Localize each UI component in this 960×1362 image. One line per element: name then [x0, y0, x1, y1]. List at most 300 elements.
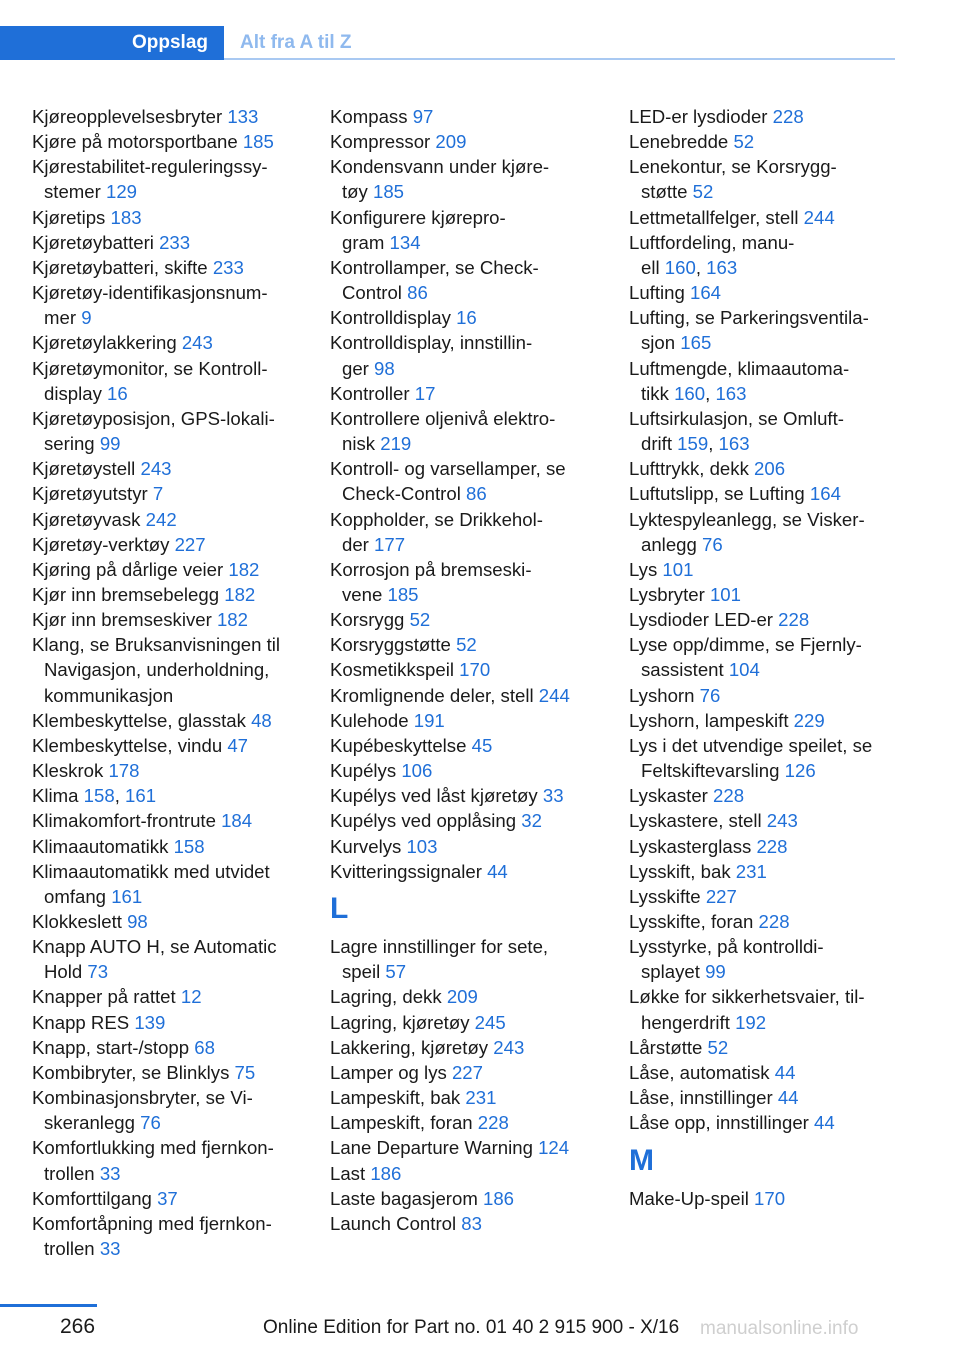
- entry-text: Kondensvann under kjøre-: [330, 156, 550, 178]
- entry-text: Kompass: [330, 106, 413, 127]
- page-link[interactable]: 139: [134, 1011, 166, 1033]
- index-entry: [330, 984, 608, 1009]
- page-link[interactable]: 52: [692, 181, 714, 203]
- page-link[interactable]: 228: [778, 609, 810, 631]
- index-entry: [629, 1085, 904, 1110]
- chapter-tab-bar: [0, 26, 895, 62]
- entry-text: Låse, innstillinger: [629, 1087, 778, 1109]
- index-entry: [330, 456, 608, 506]
- index-entry: [330, 1035, 608, 1060]
- index-entry: [330, 1110, 608, 1135]
- index-entry: [32, 205, 310, 230]
- page-link[interactable]: 170: [754, 1187, 786, 1209]
- page-link[interactable]: 9: [81, 307, 92, 329]
- page-link[interactable]: 164: [809, 483, 841, 505]
- entry-text: LED-er lysdioder: [629, 106, 773, 127]
- index-entry: [32, 834, 310, 859]
- entry-text: skeranlegg: [44, 1112, 141, 1134]
- entry-text: Kombibryter, se Blinklys: [32, 1061, 235, 1083]
- page-link[interactable]: 33: [99, 1238, 121, 1260]
- entry-text: Klimaautomatikk med utvidet: [32, 860, 270, 882]
- page-link[interactable]: 44: [487, 860, 508, 882]
- page-link[interactable]: 227: [705, 885, 737, 907]
- page-link[interactable]: 45: [471, 734, 493, 756]
- entry-text: Lyshorn, lampeskift: [629, 709, 794, 731]
- entry-text: Kjøretips: [32, 206, 111, 228]
- entry-text: Klokkeslett: [32, 911, 128, 932]
- entry-text: Lane Departure Warning: [330, 1137, 539, 1159]
- page-link[interactable]: 57: [385, 961, 407, 983]
- index-entry: [32, 1211, 310, 1261]
- index-entry: [629, 104, 904, 129]
- index-entry: [32, 129, 310, 154]
- entry-text: Knapp RES: [32, 1011, 135, 1033]
- page-link[interactable]: 133: [227, 106, 259, 127]
- page-link[interactable]: 243: [766, 810, 798, 832]
- index-entry: [330, 381, 608, 406]
- entry-text: Komfortlukking med fjernkon-: [32, 1137, 274, 1159]
- index-entry: [32, 456, 310, 481]
- page-link[interactable]: 165: [680, 332, 712, 354]
- index-entry: [330, 129, 608, 154]
- index-entry: [629, 1035, 904, 1060]
- entry-text: Feltskiftevarsling: [641, 760, 785, 782]
- section-letter: M: [629, 1143, 654, 1177]
- index-entry: [629, 733, 904, 783]
- index-entry: [330, 683, 608, 708]
- index-entry: [32, 1135, 310, 1185]
- entry-text: ell: [641, 256, 665, 278]
- index-entry: [32, 607, 310, 632]
- page-link[interactable]: 164: [690, 282, 722, 304]
- entry-text: sjon: [641, 332, 681, 354]
- entry-text: Knapp AUTO H, se Automatic: [32, 936, 277, 958]
- index-entry: [629, 783, 904, 808]
- entry-text: Kosmetikkspeil: [330, 659, 460, 681]
- entry-text: Lys: [629, 558, 663, 580]
- index-entry: [330, 1186, 608, 1211]
- page-link[interactable]: 99: [99, 433, 121, 455]
- entry-text: Lysskift, bak: [629, 860, 736, 882]
- page-link[interactable]: 233: [212, 256, 244, 278]
- index-entry: [330, 305, 608, 330]
- entry-text: Kupébeskyttelse: [330, 734, 472, 756]
- page-link[interactable]: 47: [227, 734, 249, 756]
- entry-text: Korrosjon på bremseski-: [330, 558, 532, 580]
- page-link[interactable]: 86: [466, 483, 487, 505]
- index-entry: [629, 305, 904, 355]
- page-link[interactable]: 37: [157, 1187, 178, 1209]
- page-link[interactable]: 206: [754, 458, 786, 480]
- entry-text: Last: [330, 1162, 371, 1184]
- page-link[interactable]: 106: [401, 760, 433, 782]
- page-link[interactable]: 231: [465, 1087, 497, 1109]
- tab-alt-fra-a-til-z[interactable]: Alt fra A til Z: [240, 32, 352, 53]
- index-entry: [629, 859, 904, 884]
- index-entry: [32, 255, 310, 280]
- page-link[interactable]: 243: [493, 1036, 525, 1058]
- entry-text: hengerdrift: [641, 1011, 736, 1033]
- page-link[interactable]: 227: [174, 533, 206, 555]
- entry-text: Korsryggstøtte: [330, 634, 457, 656]
- page-link[interactable]: 228: [772, 106, 804, 127]
- entry-text: Navigasjon, underholdning,: [44, 659, 270, 681]
- page-link[interactable]: 103: [406, 835, 438, 857]
- page-link[interactable]: 16: [107, 382, 128, 404]
- index-entry: [629, 1060, 904, 1085]
- entry-text: omfang: [44, 885, 112, 907]
- page-link[interactable]: 158: [83, 785, 115, 807]
- index-entry: [32, 758, 310, 783]
- edition-note: Online Edition for Part no. 01 40 2 915 900 - X/16: [263, 1317, 680, 1338]
- index-entry: [330, 859, 608, 884]
- entry-text: Control: [342, 282, 408, 304]
- page-link[interactable]: 52: [456, 634, 477, 656]
- index-entry: [32, 909, 310, 934]
- page-link[interactable]: 99: [705, 961, 726, 983]
- page-link[interactable]: 124: [538, 1137, 570, 1159]
- index-entry: [32, 1035, 310, 1060]
- index-entry: [330, 783, 608, 808]
- index-entry: [629, 406, 904, 456]
- index-entry: [330, 632, 608, 657]
- entry-text: Kombinasjonsbryter, se Vi-: [32, 1087, 253, 1109]
- index-entry: [32, 733, 310, 758]
- page-link[interactable]: 186: [370, 1162, 402, 1184]
- entry-text: Kjøretøymonitor, se Kontroll-: [32, 357, 268, 379]
- index-entry: [330, 406, 608, 456]
- page-link[interactable]: 185: [242, 131, 274, 153]
- index-entry: [32, 230, 310, 255]
- entry-text: Kupélys: [330, 760, 402, 782]
- page-link[interactable]: 7: [152, 483, 164, 505]
- entry-text: Check-Control: [342, 483, 467, 505]
- entry-text: støtte: [641, 181, 693, 203]
- entry-text: Lyshorn: [629, 684, 700, 706]
- tab-underline: [224, 58, 895, 60]
- page-link[interactable]: 191: [413, 709, 445, 731]
- entry-text: ,: [114, 785, 126, 807]
- page-link[interactable]: 170: [459, 659, 491, 681]
- page-link[interactable]: 182: [228, 558, 260, 580]
- page-link[interactable]: 233: [159, 231, 191, 253]
- page-link[interactable]: 186: [482, 1187, 515, 1209]
- entry-text: Kjøretøy-verktøy: [32, 533, 175, 555]
- index-entry: [330, 255, 608, 305]
- page-link[interactable]: 161: [111, 885, 143, 907]
- entry-text: trollen: [44, 1238, 100, 1260]
- index-entry: [629, 280, 904, 305]
- entry-text: Kjøretøybatteri: [32, 231, 160, 253]
- page-link[interactable]: 83: [461, 1212, 482, 1234]
- page-link[interactable]: 52: [733, 131, 755, 153]
- page-link[interactable]: 129: [106, 181, 138, 203]
- index-entry: [629, 984, 904, 1034]
- entry-text: Klembeskyttelse, vindu: [32, 734, 228, 756]
- index-entry: [629, 934, 904, 984]
- page-link[interactable]: 134: [389, 231, 421, 253]
- entry-text: nisk: [342, 433, 381, 455]
- index-entry: [32, 507, 310, 532]
- entry-text: Make-Up-speil: [629, 1187, 755, 1209]
- index-entry: [629, 632, 904, 682]
- entry-text: Lyktespyleanlegg, se Visker-: [629, 508, 865, 530]
- entry-text: Konfigurere kjørepro-: [330, 206, 506, 228]
- entry-text: speil: [342, 961, 386, 983]
- page-link[interactable]: 104: [728, 659, 760, 681]
- entry-text: Klembeskyttelse, glasstak: [32, 709, 252, 731]
- index-entry: [330, 1010, 608, 1035]
- entry-text: Kjøretøyutstyr: [32, 483, 153, 505]
- entry-text: Kjøretøyvask: [32, 508, 146, 530]
- page-link[interactable]: 228: [477, 1112, 509, 1134]
- index-entry: [32, 330, 310, 355]
- index-entry: [330, 758, 608, 783]
- entry-text: Kjøretøyposisjon, GPS-lokali-: [32, 407, 275, 429]
- page-link[interactable]: 163: [715, 382, 747, 404]
- entry-text: Klang, se Bruksanvisningen til: [32, 634, 281, 656]
- page-link[interactable]: 185: [387, 583, 419, 605]
- page-link[interactable]: 101: [662, 558, 694, 580]
- page-link[interactable]: 228: [758, 911, 790, 932]
- entry-text: anlegg: [641, 533, 703, 555]
- page-link[interactable]: 12: [180, 986, 202, 1008]
- index-entry: [32, 1085, 310, 1135]
- page-link[interactable]: 75: [234, 1061, 256, 1083]
- page-link[interactable]: 228: [713, 785, 745, 807]
- entry-text: Kupélys ved låst kjøretøy: [330, 785, 543, 807]
- entry-text: Lysdioder LED-er: [629, 609, 779, 631]
- page-link[interactable]: 73: [87, 961, 109, 983]
- entry-text: Lampeskift, foran: [330, 1112, 478, 1134]
- page-link[interactable]: 97: [412, 106, 434, 127]
- entry-text: Låse opp, innstillinger: [629, 1112, 815, 1134]
- index-entry: [629, 884, 904, 909]
- page-link[interactable]: 185: [373, 181, 405, 203]
- page-link[interactable]: 17: [414, 382, 436, 404]
- entry-text: Lufting: [629, 282, 690, 304]
- index-entry: [330, 557, 608, 607]
- page-link[interactable]: 160: [664, 256, 696, 278]
- entry-text: Lamper og lys: [330, 1061, 452, 1083]
- index-entry: [32, 406, 310, 456]
- entry-text: Kontroller: [330, 382, 415, 404]
- index-entry: [32, 632, 310, 707]
- entry-text: Kupélys ved opplåsing: [330, 810, 522, 832]
- page-link[interactable]: 76: [699, 684, 721, 706]
- page-link[interactable]: 52: [707, 1036, 729, 1058]
- entry-text: ,: [708, 433, 719, 455]
- index-entry: [330, 1161, 608, 1186]
- page-link[interactable]: 98: [374, 357, 395, 379]
- entry-text: Hold: [44, 961, 88, 983]
- page-link[interactable]: 101: [709, 583, 741, 605]
- index-entry: [629, 481, 904, 506]
- index-entry: [32, 783, 310, 808]
- page-link[interactable]: 182: [224, 583, 256, 605]
- index-column-2: [330, 104, 608, 1236]
- index-column-1: [32, 104, 310, 1261]
- page-link[interactable]: 16: [456, 307, 477, 329]
- index-entry: [32, 582, 310, 607]
- page-link[interactable]: 160: [674, 382, 706, 404]
- index-entry: [32, 154, 310, 204]
- entry-text: tikk: [641, 382, 675, 404]
- page-link[interactable]: 177: [374, 533, 406, 555]
- page-link[interactable]: 161: [125, 785, 157, 807]
- entry-text: Komforttilgang: [32, 1187, 158, 1209]
- index-entry: [629, 909, 904, 934]
- page-link[interactable]: 244: [538, 684, 570, 706]
- page-link[interactable]: 244: [803, 206, 835, 228]
- page-link[interactable]: 76: [140, 1112, 161, 1134]
- page-link[interactable]: 48: [251, 709, 272, 731]
- entry-text: ,: [695, 256, 707, 278]
- page-link[interactable]: 209: [435, 131, 467, 153]
- page-link[interactable]: 33: [542, 785, 564, 807]
- entry-text: Kjøretøystell: [32, 458, 141, 480]
- entry-text: Klimakomfort-frontrute: [32, 810, 222, 832]
- page-link[interactable]: 209: [446, 986, 478, 1008]
- entry-text: Lysskifte: [629, 885, 706, 907]
- entry-text: Kulehode: [330, 709, 414, 731]
- entry-text: Kjøreopplevelsesbryter: [32, 106, 228, 127]
- page-link[interactable]: 243: [181, 332, 213, 354]
- page-link[interactable]: 126: [784, 760, 816, 782]
- entry-text: Knapper på rattet: [32, 986, 181, 1008]
- index-entry: [330, 708, 608, 733]
- page-link[interactable]: 163: [718, 433, 750, 455]
- index-entry: [629, 154, 904, 204]
- entry-text: Kompressor: [330, 131, 436, 153]
- page-link[interactable]: 243: [140, 458, 172, 480]
- index-entry: [32, 808, 310, 833]
- entry-text: Kjøretøybatteri, skifte: [32, 256, 213, 278]
- entry-text: Lenebredde: [629, 131, 734, 153]
- page-link[interactable]: 86: [407, 282, 428, 304]
- page-link[interactable]: 76: [702, 533, 723, 555]
- page-link[interactable]: 183: [110, 206, 142, 228]
- index-entry: [330, 1060, 608, 1085]
- entry-text: Lettmetallfelger, stell: [629, 206, 804, 228]
- entry-text: Kontrollere oljenivå elektro-: [330, 407, 556, 429]
- tab-oppslag[interactable]: Oppslag: [0, 26, 224, 60]
- index-entry: [629, 582, 904, 607]
- index-entry: [32, 984, 310, 1009]
- index-entry: [629, 557, 904, 582]
- index-entry: [32, 708, 310, 733]
- page-link[interactable]: 219: [380, 433, 412, 455]
- index-entry: [330, 834, 608, 859]
- page-link[interactable]: 32: [521, 810, 542, 832]
- entry-text: trollen: [44, 1162, 100, 1184]
- index-entry: [629, 356, 904, 406]
- entry-text: Kjøring på dårlige veier: [32, 558, 229, 580]
- entry-text: Klimaautomatikk: [32, 835, 174, 857]
- entry-text: Løkke for sikkerhetsvaier, til-: [629, 986, 865, 1008]
- index-entry: [32, 356, 310, 406]
- index-entry: [32, 1186, 310, 1211]
- index-entry: [32, 859, 310, 909]
- index-entry: [629, 683, 904, 708]
- entry-text: Kjøre på motorsportbane: [32, 131, 243, 153]
- entry-text: Kjør inn bremsebelegg: [32, 583, 225, 605]
- entry-text: Launch Control: [330, 1212, 462, 1234]
- index-entry: [330, 733, 608, 758]
- entry-text: Kvitteringssignaler: [330, 860, 488, 882]
- entry-text: Lakkering, kjøretøy: [330, 1036, 494, 1058]
- index-entry: [330, 607, 608, 632]
- entry-text: Luftmengde, klimaautoma-: [629, 357, 850, 379]
- entry-text: drift: [641, 433, 678, 455]
- index-entry: [629, 808, 904, 833]
- entry-text: Kjøretøy-identifikasjonsnum-: [32, 282, 268, 304]
- page-link[interactable]: 158: [173, 835, 205, 857]
- page-link[interactable]: 228: [756, 835, 788, 857]
- entry-text: gram: [342, 231, 390, 253]
- page-link[interactable]: 182: [216, 609, 248, 631]
- entry-text: Korsrygg: [330, 609, 410, 631]
- entry-text: display: [44, 382, 108, 404]
- page-link[interactable]: 98: [127, 911, 148, 932]
- index-entry: [32, 1010, 310, 1035]
- page-link[interactable]: 52: [409, 609, 431, 631]
- index-entry: [330, 808, 608, 833]
- page-link[interactable]: 163: [706, 256, 738, 278]
- entry-text: Kromlignende deler, stell: [330, 684, 539, 706]
- index-entry: [330, 1135, 608, 1160]
- index-entry: [330, 154, 608, 204]
- entry-text: Kontrolldisplay, innstillin-: [330, 332, 533, 354]
- page-link[interactable]: 184: [221, 810, 253, 832]
- page-link[interactable]: 245: [474, 1011, 506, 1033]
- page-link[interactable]: 231: [735, 860, 767, 882]
- entry-text: vene: [342, 583, 388, 605]
- page-link[interactable]: 33: [99, 1162, 121, 1184]
- section-letter: L: [330, 891, 349, 925]
- page-link[interactable]: 68: [194, 1036, 215, 1058]
- index-entry: [32, 532, 310, 557]
- page-number: 266: [60, 1315, 96, 1338]
- entry-text: Kjørestabilitet-reguleringssy-: [32, 156, 268, 178]
- index-entry: [629, 129, 904, 154]
- entry-text: Kleskrok: [32, 760, 109, 782]
- index-entry: [32, 104, 310, 129]
- page-link[interactable]: 229: [793, 709, 825, 731]
- entry-text: Lufting, se Parkeringsventila-: [629, 307, 869, 329]
- index-entry: [32, 1060, 310, 1085]
- entry-text: splayet: [641, 961, 706, 983]
- index-entry: [330, 934, 608, 984]
- index-entry: [330, 1085, 608, 1110]
- page-link[interactable]: 44: [774, 1061, 796, 1083]
- page-link[interactable]: 227: [451, 1061, 483, 1083]
- index-entry: [330, 657, 608, 682]
- page-link[interactable]: 242: [145, 508, 177, 530]
- entry-text: Komfortåpning med fjernkon-: [32, 1212, 272, 1234]
- entry-text: Lampeskift, bak: [330, 1087, 466, 1109]
- page-link[interactable]: 44: [777, 1087, 799, 1109]
- page-link[interactable]: 159: [677, 433, 709, 455]
- page-link[interactable]: 44: [814, 1112, 835, 1134]
- entry-text: Lenekontur, se Korsrygg-: [629, 156, 837, 178]
- watermark: manualsonline.info: [700, 1318, 859, 1339]
- page-link[interactable]: 178: [108, 760, 140, 782]
- entry-text: Kjøretøylakkering: [32, 332, 182, 354]
- entry-text: Lårstøtte: [629, 1036, 708, 1058]
- page-link[interactable]: 192: [735, 1011, 767, 1033]
- index-entry: [330, 330, 608, 380]
